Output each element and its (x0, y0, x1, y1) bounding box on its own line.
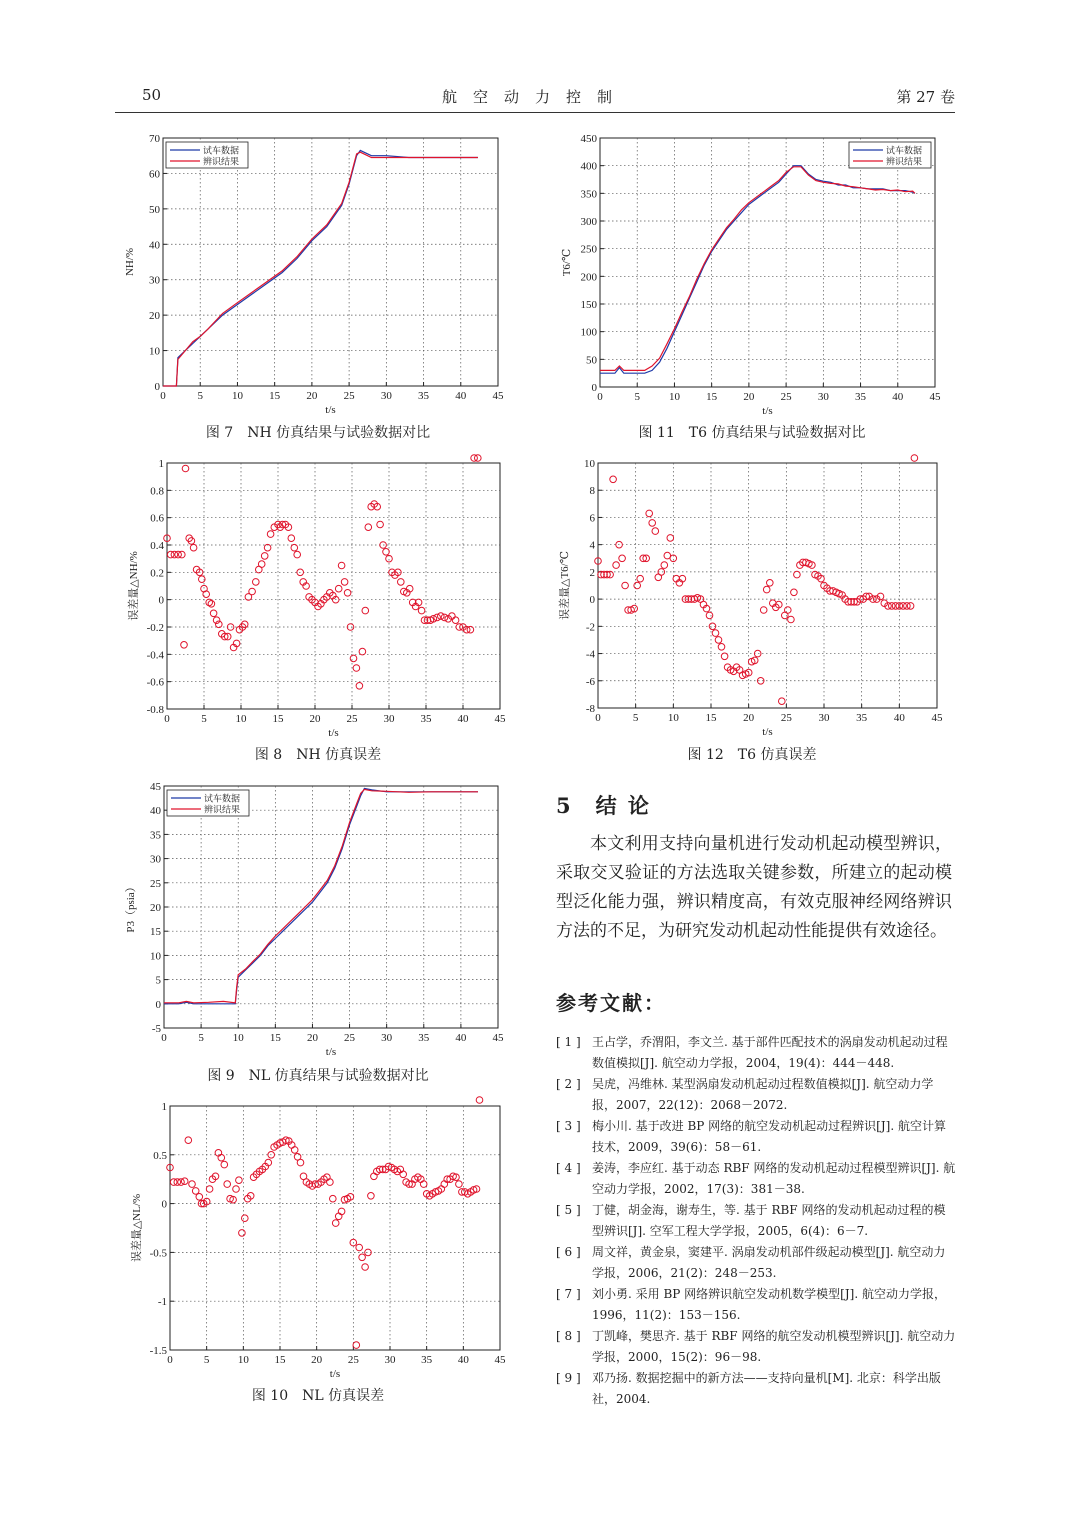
x-tick-label: 5 (632, 712, 639, 724)
y-axis-label: NH/% (124, 247, 136, 277)
reference-number: [ 2 ] (556, 1077, 581, 1091)
x-tick-label: 20 (743, 391, 755, 403)
figure-8-chart (118, 458, 508, 743)
x-tick-label: 10 (668, 391, 680, 403)
reference-text: 刘小勇. 采用 BP 网络辨识航空发动机数学模型[J]. 航空动力学报，1996，11(2)：153－156. (592, 1287, 946, 1322)
figure-7-chart (118, 132, 508, 417)
y-tick-label: -5 (151, 1023, 161, 1035)
reference-item (556, 1326, 956, 1368)
x-axis-label: t/s (328, 727, 339, 739)
x-axis-label: t/s (762, 405, 773, 417)
y-tick-label: 100 (580, 326, 597, 339)
reference-text: 王占学，乔渭阳，李文兰. 基于部件匹配技术的涡扇发动机起动过程数值模拟[J]. 航空动力学报，2004，19(4)：444－448. (592, 1035, 948, 1070)
figure-7-nh-comparison (118, 132, 508, 417)
figure-8-caption: 图 8 NH 仿真误差 (254, 747, 382, 763)
reference-number: [ 1 ] (556, 1035, 581, 1049)
figure-9-nl-comparison (118, 780, 508, 1065)
reference-number: [ 9 ] (556, 1371, 581, 1385)
x-tick-label: 20 (743, 712, 755, 724)
x-tick-label: 20 (309, 713, 321, 725)
x-tick-label: 30 (818, 712, 830, 724)
x-tick-label: 40 (455, 1032, 467, 1044)
x-tick-label: 35 (418, 390, 430, 402)
x-tick-label: 25 (343, 390, 355, 402)
legend-label: 辨识结果 (203, 156, 240, 167)
x-tick-label: 15 (269, 390, 281, 402)
reference-text: 丁健，胡金海，谢寿生，等. 基于 RBF 网络的发动机起动过程的模型辨识[J]. 空军工程大学学报，2005，6(4)：6－7. (592, 1203, 946, 1238)
x-tick-label: 0 (164, 713, 170, 725)
y-tick-label: 0.6 (150, 512, 164, 525)
y-tick-label: -0.6 (146, 676, 164, 689)
reference-text: 邓乃扬. 数据挖掘中的新方法——支持向量机[M]. 北京：科学出版社，2004. (592, 1371, 941, 1406)
figure-10-chart (118, 1100, 508, 1385)
y-tick-label: 25 (150, 877, 161, 890)
y-tick-label: -2 (585, 621, 595, 634)
x-axis-label: t/s (329, 1368, 341, 1380)
x-tick-label: 30 (384, 1354, 396, 1366)
y-tick-label: 0 (591, 382, 597, 394)
x-tick-label: 45 (931, 712, 943, 724)
y-tick-label: 45 (150, 781, 161, 793)
x-tick-label: 20 (311, 1354, 323, 1366)
reference-number: [ 7 ] (556, 1287, 581, 1301)
x-tick-label: 40 (892, 391, 904, 403)
conclusion-paragraph: 本文利用支持向量机进行发动机起动模型辨识，采取交叉验证的方法选取关键参数，所建立的起动模型泛化能力强，辨识精度高，有效克服神经网络辨识方法的不足，为研究发动机起动性能提供有效途径。 (556, 834, 952, 941)
y-tick-label: 4 (589, 539, 595, 552)
figure-11-t6-comparison (555, 132, 945, 417)
reference-text: 丁凯峰，樊思齐. 基于 RBF 网络的航空发动机模型辨识[J]. 航空动力学报，2000，15(2)：96－98. (592, 1329, 956, 1364)
figure-7-caption: 图 7 NH 仿真结果与试验数据对比 (205, 425, 431, 441)
x-axis-label: t/s (325, 404, 336, 416)
data-point (911, 455, 918, 462)
x-tick-label: 40 (893, 712, 905, 724)
y-tick-label: -1 (157, 1296, 167, 1309)
reference-item (556, 1200, 956, 1242)
x-tick-label: 5 (203, 1354, 210, 1366)
page-header (115, 86, 955, 113)
x-tick-label: 35 (420, 713, 432, 725)
y-tick-label: -0.5 (149, 1247, 167, 1260)
legend-label: 辨识结果 (886, 156, 923, 167)
y-axis-label: T6/℃ (561, 248, 573, 277)
reference-item (556, 1074, 956, 1116)
y-tick-label: 300 (580, 216, 597, 228)
figure-12-chart (555, 458, 945, 743)
x-tick-label: 5 (197, 390, 203, 402)
y-tick-label: 10 (584, 458, 595, 470)
y-tick-label: 1 (161, 1101, 167, 1113)
x-tick-label: 45 (494, 713, 506, 725)
x-tick-label: 30 (381, 1032, 393, 1044)
x-tick-label: 0 (167, 1354, 173, 1366)
y-tick-label: 0 (161, 1198, 167, 1211)
x-axis-label: t/s (325, 1046, 337, 1058)
journal-title: 航空动力控制 (441, 88, 628, 106)
y-tick-label: 20 (149, 310, 160, 323)
figure-8-nh-error (118, 458, 508, 743)
x-tick-label: 20 (306, 1032, 318, 1044)
x-tick-label: 45 (929, 391, 941, 403)
y-tick-label: 200 (580, 271, 597, 284)
y-tick-label: 20 (150, 902, 161, 914)
reference-item (556, 1158, 956, 1200)
y-tick-label: 0.2 (150, 567, 164, 580)
y-tick-label: 30 (150, 853, 161, 866)
x-tick-label: 15 (269, 1032, 281, 1044)
y-tick-label: 0 (154, 381, 160, 393)
x-tick-label: 5 (198, 1032, 204, 1044)
figure-11-chart (555, 132, 945, 417)
x-tick-label: 15 (705, 712, 717, 724)
x-tick-label: 45 (494, 1354, 506, 1366)
y-tick-label: -6 (585, 675, 595, 688)
y-tick-label: -0.2 (146, 622, 164, 634)
x-tick-label: 30 (383, 713, 395, 725)
y-tick-label: -4 (585, 648, 595, 661)
page-number: 50 (142, 86, 162, 104)
y-tick-label: 0.4 (150, 540, 164, 552)
y-axis-label: 误差量△NL/% (131, 1193, 143, 1263)
plot-frame (600, 138, 935, 387)
x-tick-label: 45 (492, 390, 504, 402)
reference-text: 姜涛，李应红. 基于动态 RBF 网络的发动机起动过程模型辨识[J]. 航空动力学报，2002，17(3)：381－38. (592, 1161, 956, 1196)
references-heading: 参考文献： (556, 991, 666, 1015)
reference-text: 吴虎，冯维林. 某型涡扇发动机起动过程数值模拟[J]. 航空动力学报，2007，22(12)：2068－2072. (592, 1077, 934, 1112)
y-tick-label: 350 (580, 188, 597, 201)
x-tick-label: 30 (380, 390, 392, 402)
y-tick-label: 0 (155, 998, 161, 1011)
y-tick-label: 40 (150, 805, 161, 818)
x-tick-label: 10 (231, 390, 243, 402)
x-tick-label: 10 (667, 712, 679, 724)
y-tick-label: 60 (149, 168, 160, 181)
chart-legend (166, 142, 248, 168)
plot-frame (167, 463, 500, 709)
x-tick-label: 5 (201, 713, 207, 725)
reference-number: [ 3 ] (556, 1119, 581, 1133)
plot-frame (164, 786, 498, 1028)
x-tick-label: 10 (237, 1354, 249, 1366)
figure-10-nl-error (118, 1100, 508, 1385)
reference-item (556, 1116, 956, 1158)
y-tick-label: -1.5 (149, 1345, 167, 1357)
legend-label: 试车数据 (204, 793, 241, 804)
x-tick-label: 45 (492, 1032, 504, 1044)
y-tick-label: 0.8 (150, 485, 164, 498)
x-tick-label: 15 (706, 391, 718, 403)
reference-number: [ 6 ] (556, 1245, 581, 1259)
reference-text: 梅小川. 基于改进 BP 网络的航空发动机起动过程辨识[J]. 航空计算技术，2009，39(6)：58－61. (592, 1119, 946, 1154)
volume-label: 第 27 卷 (896, 88, 955, 106)
y-tick-label: 15 (150, 926, 161, 939)
x-tick-label: 25 (347, 1354, 359, 1366)
figure-9-caption: 图 9 NL 仿真结果与试验数据对比 (207, 1068, 429, 1084)
reference-number: [ 8 ] (556, 1329, 581, 1343)
x-tick-label: 25 (344, 1032, 356, 1044)
y-tick-label: 30 (149, 274, 160, 287)
y-tick-label: 35 (150, 829, 161, 842)
x-tick-label: 10 (235, 713, 247, 725)
y-tick-label: 10 (150, 950, 161, 963)
figure-12-caption: 图 12 T6 仿真误差 (687, 747, 817, 763)
x-tick-label: 10 (232, 1032, 244, 1044)
y-tick-label: 6 (589, 512, 595, 525)
y-tick-label: 0 (589, 594, 595, 607)
legend-label: 试车数据 (203, 145, 240, 156)
y-tick-label: 50 (149, 203, 160, 216)
x-tick-label: 0 (160, 390, 166, 402)
legend-label: 试车数据 (886, 145, 923, 156)
y-axis-label: 误差量△NH/% (128, 551, 140, 621)
x-tick-label: 35 (421, 1354, 433, 1366)
y-tick-label: 150 (580, 299, 597, 311)
y-tick-label: 2 (589, 566, 595, 579)
figure-12-t6-error (555, 458, 945, 743)
plot-frame (170, 1106, 500, 1350)
reference-item (556, 1032, 956, 1074)
y-tick-label: -0.4 (146, 649, 164, 662)
y-tick-label: 400 (580, 160, 597, 173)
chart-legend (849, 142, 931, 168)
y-tick-label: -0.8 (146, 704, 164, 716)
legend-label: 辨识结果 (204, 804, 241, 815)
y-tick-label: 40 (149, 239, 160, 252)
figure-9-chart (118, 780, 508, 1065)
y-tick-label: 70 (149, 133, 160, 145)
x-tick-label: 30 (817, 391, 829, 403)
reference-item (556, 1368, 956, 1410)
x-tick-label: 0 (595, 712, 601, 724)
y-tick-label: 250 (580, 243, 597, 256)
x-tick-label: 35 (856, 712, 868, 724)
y-tick-label: 0.5 (153, 1149, 167, 1162)
x-tick-label: 15 (274, 1354, 286, 1366)
x-tick-label: 40 (457, 1354, 469, 1366)
chart-legend (167, 790, 249, 816)
figure-10-caption: 图 10 NL 仿真误差 (251, 1388, 385, 1404)
y-tick-label: 10 (149, 345, 160, 358)
x-tick-label: 25 (346, 713, 358, 725)
x-tick-label: 25 (780, 712, 792, 724)
y-tick-label: 5 (155, 974, 161, 987)
x-tick-label: 25 (780, 391, 792, 403)
data-point (476, 1097, 483, 1104)
reference-number: [ 4 ] (556, 1161, 581, 1175)
y-tick-label: 50 (586, 354, 597, 367)
y-axis-label: P3（psia） (125, 881, 137, 933)
x-tick-label: 0 (597, 391, 603, 403)
x-tick-label: 5 (634, 391, 640, 403)
reference-item (556, 1242, 956, 1284)
x-tick-label: 15 (272, 713, 284, 725)
y-tick-label: 8 (589, 485, 595, 498)
y-tick-label: -8 (585, 703, 595, 715)
reference-item (556, 1284, 956, 1326)
references-list (556, 1032, 956, 1410)
x-tick-label: 20 (306, 390, 318, 402)
reference-text: 周文祥，黄金泉，窦建平. 涡扇发动机部件级起动模型[J]. 航空动力学报，2006，21(2)：248－253. (592, 1245, 946, 1280)
x-tick-label: 35 (855, 391, 867, 403)
x-tick-label: 40 (455, 390, 467, 402)
y-tick-label: 0 (158, 594, 164, 607)
y-tick-label: 1 (158, 458, 164, 470)
y-axis-label: 误差量△T6/℃ (559, 550, 571, 621)
reference-number: [ 5 ] (556, 1203, 581, 1217)
x-tick-label: 40 (457, 713, 469, 725)
x-tick-label: 35 (418, 1032, 430, 1044)
x-axis-label: t/s (762, 726, 773, 738)
plot-frame (163, 138, 498, 386)
figure-11-caption: 图 11 T6 仿真结果与试验数据对比 (638, 425, 866, 441)
section-heading: 5 结 论 (556, 793, 651, 818)
y-tick-label: 450 (580, 133, 597, 145)
x-tick-label: 0 (161, 1032, 167, 1044)
